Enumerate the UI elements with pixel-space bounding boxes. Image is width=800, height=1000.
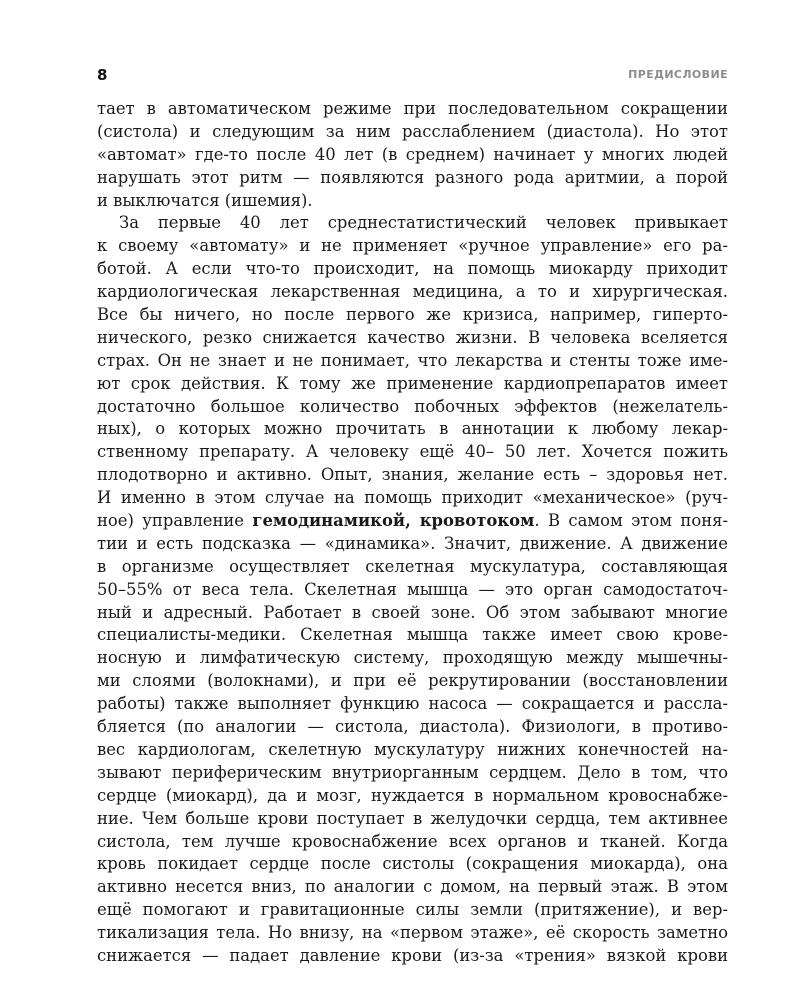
text-line: тикализация тела. Но внизу, на «первом этаже», её скорость заметно (97, 923, 728, 943)
text-line: плодотворно и активно. Опыт, знания, желание есть – здоровья нет. (97, 465, 728, 485)
text-segment: ное) управление (97, 511, 253, 531)
text-line: За первые 40 лет среднестатистический человек привыкает (119, 213, 728, 233)
bold-term: гемодинамикой, кровотоком (252, 511, 535, 531)
text-line: к своему «автомату» и не применяет «ручное управление» его ра- (97, 236, 728, 256)
text-line: вес кардиологам, скелетную мускулатуру нижних конечностей на- (97, 739, 728, 759)
text-line: «автомат» где-то после 40 лет (в среднем) начинает у многих людей (97, 144, 728, 164)
text-line: специалисты-медики. Скелетная мышца также имеет свою крове- (97, 625, 728, 645)
text-line: нического, резко снижается качество жизни. В человека вселяется (97, 327, 728, 347)
text-line: ный и адресный. Работает в своей зоне. Об этом забывают многие (97, 602, 728, 622)
text-line: и выключатся (ишемия). (97, 190, 313, 210)
text-line: активно несется вниз, по аналогии с домом, на первый этаж. В этом (97, 877, 728, 897)
text-line: бляется (по аналогии — систола, диастола). Физиологи, в противо- (97, 717, 728, 737)
text-line: снижается — падает давление крови (из-за «трения» вязкой крови (97, 945, 728, 965)
text-line: страх. Он не знает и не понимает, что лекарства и стенты тоже име- (97, 350, 728, 370)
text-line: систола, тем лучше кровоснабжение всех органов и тканей. Когда (97, 831, 728, 851)
text-line: нарушать этот ритм — появляются разного рода аритмии, а порой (97, 167, 728, 187)
text-line-with-bold (97, 510, 728, 533)
text-line: в организме осуществляет скелетная мускулатура, составляющая (97, 556, 728, 576)
text-line: ние. Чем больше крови поступает в желудочки сердца, тем активнее (97, 808, 728, 828)
text-line: сердце (миокард), да и мозг, нуждается в нормальном кровоснабже- (97, 785, 728, 805)
text-line: носную и лимфатическую систему, проходящую между мышечны- (97, 648, 728, 668)
text-line: Все бы ничего, но после первого же кризиса, например, гиперто- (97, 305, 728, 325)
text-line: кровь покидает сердце после систолы (сокращения миокарда), она (97, 854, 728, 874)
text-line: ботой. А если что-то происходит, на помощь миокарду приходит (97, 259, 728, 279)
page-number: 8 (97, 66, 108, 84)
text-line: зывают периферическим внутриорганным сердцем. Дело в том, что (97, 762, 728, 782)
text-line: тает в автоматическом режиме при последовательном сокращении (97, 99, 728, 118)
text-line: тии и есть подсказка — «динамика». Значит, движение. А движение (97, 533, 728, 553)
text-line: работы) также выполняет функцию насоса — сокращается и рассла- (97, 694, 728, 714)
text-line: ных), о которых можно прочитать в аннотации к любому лекар- (97, 419, 728, 439)
text-line: (систола) и следующим за ним расслаблением (диастола). Но этот (97, 121, 728, 141)
text-line: ют срок действия. К тому же применение кардиопрепаратов имеет (97, 373, 728, 393)
text-line: ещё помогают и гравитационные силы земли (притяжение), и вер- (97, 900, 728, 920)
text-line: кардиологическая лекарственная медицина, а то и хирургическая. (97, 282, 728, 302)
text-line: ми слоями (волокнами), и при её рекрутировании (восстановлении (97, 671, 728, 691)
text-line: 50–55% от веса тела. Скелетная мышца — это орган самодостаточ- (97, 579, 728, 599)
running-head: ПРЕДИСЛОВИЕ (628, 68, 728, 81)
page-header (97, 66, 728, 86)
text-line: достаточно большое количество побочных эффектов (нежелатель- (97, 396, 728, 416)
text-segment: . В самом этом поня- (534, 511, 728, 531)
body-text (97, 98, 728, 968)
text-line: ственному препарату. А человеку ещё 40– 50 лет. Хочется пожить (97, 442, 728, 462)
text-line: И именно в этом случае на помощь приходит «механическое» (руч- (97, 488, 728, 508)
